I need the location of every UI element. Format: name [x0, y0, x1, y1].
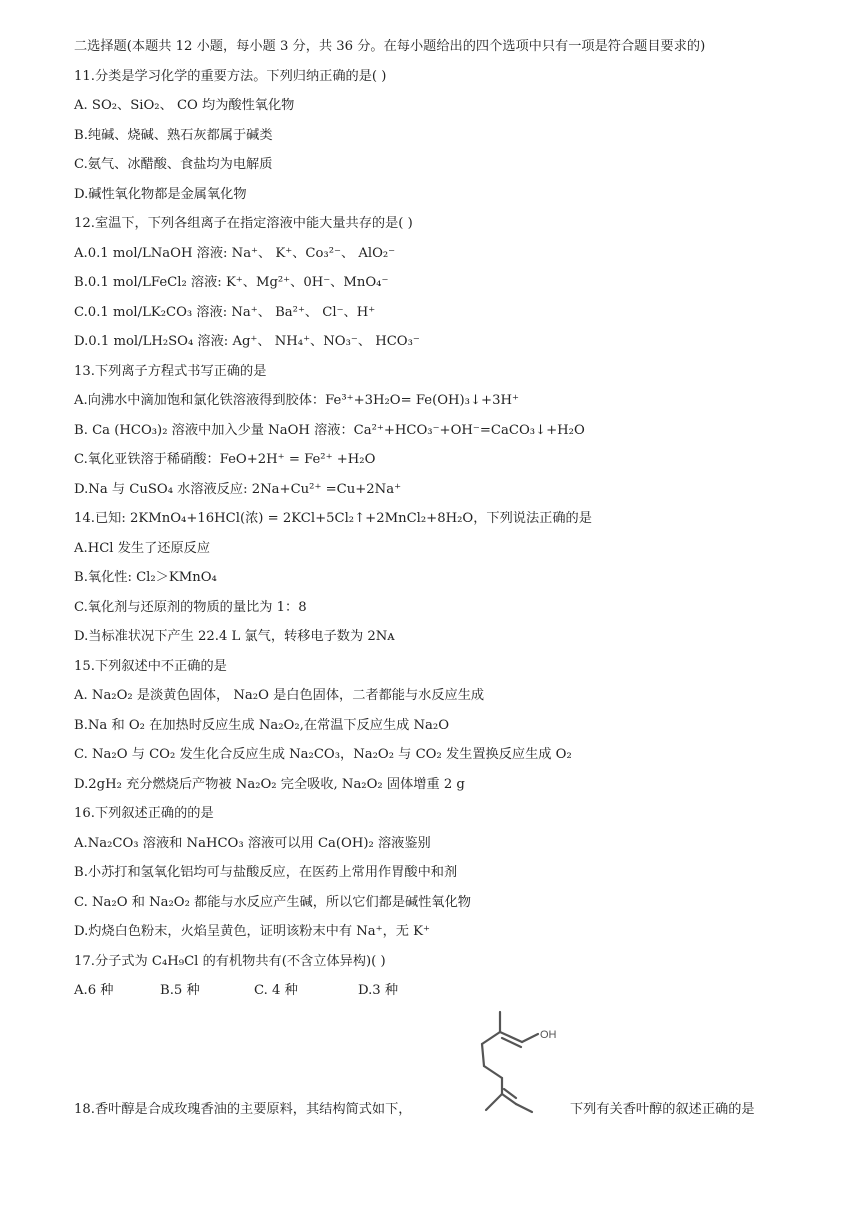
q15-stem: 15.下列叙述中不正确的是 [74, 659, 227, 674]
q14-option-b: B.氧化性: Cl₂＞KMnO₄ [74, 570, 217, 585]
q14-option-c: C.氧化剂与还原剂的物质的量比为 1：8 [74, 600, 307, 615]
q11-option-a: A. SO₂、SiO₂、 CO 均为酸性氧化物 [74, 98, 295, 113]
q12-option-d: D.0.1 mol/LH₂SO₄ 溶液: Ag⁺、 NH₄⁺、NO₃⁻、 HCO₃⁻ [74, 334, 420, 349]
q11-option-b: B.纯碱、烧碱、熟石灰都属于碱类 [74, 128, 273, 143]
q16-option-d: D.灼烧白色粉末，火焰呈黄色，证明该粉末中有 Na⁺，无 K⁺ [74, 924, 430, 939]
q12-option-c: C.0.1 mol/LK₂CO₃ 溶液: Na⁺、 Ba²⁺、 Cl⁻、H⁺ [74, 305, 376, 320]
q14-stem: 14.已知: 2KMnO₄+16HCl(浓) = 2KCl+5Cl₂↑+2MnCl₂+8H₂O，下列说法正确的是 [74, 511, 592, 526]
q13-option-a: A.向沸水中滴加饱和氯化铁溶液得到胶体：Fe³⁺+3H₂O= Fe(OH)₃↓+3H⁺ [74, 393, 519, 408]
structure-oh-label: OH [540, 1029, 557, 1041]
q15-option-b: B.Na 和 O₂ 在加热时反应生成 Na₂O₂,在常温下反应生成 Na₂O [74, 718, 450, 733]
q12-option-a: A.0.1 mol/LNaOH 溶液: Na⁺、 K⁺、Co₃²⁻、 AlO₂⁻ [74, 246, 396, 261]
q18-stem-end: 下列有关香叶醇的叙述正确的是 [570, 1102, 755, 1117]
q14-option-a: A.HCl 发生了还原反应 [74, 541, 211, 556]
q12-option-b: B.0.1 mol/LFeCl₂ 溶液: K⁺、Mg²⁺、0H⁻、MnO₄⁻ [74, 275, 389, 290]
geraniol-structure-image [470, 1008, 580, 1118]
q17-stem: 17.分子式为 C₄H₉Cl 的有机物共有(不含立体异构)( ) [74, 954, 386, 969]
q15-option-d: D.2gH₂ 充分燃烧后产物被 Na₂O₂ 完全吸收, Na₂O₂ 固体增重 2 g [74, 777, 465, 792]
q13-option-b: B. Ca (HCO₃)₂ 溶液中加入少量 NaOH 溶液：Ca²⁺+HCO₃⁻+OH⁻=CaCO₃↓+H₂O [74, 423, 585, 438]
q11-option-c: C.氨气、冰醋酸、食盐均为电解质 [74, 157, 273, 172]
q18-stem-start: 18.香叶醇是合成玫瑰香油的主要原料，其结构简式如下， [74, 1102, 412, 1117]
q11-stem: 11.分类是学习化学的重要方法。下列归纳正确的是( ) [74, 69, 387, 84]
section-header: 二选择题(本题共 12 小题，每小题 3 分，共 36 分。在每小题给出的四个选项中只有一项是符合题目要求的) [74, 39, 706, 54]
q16-option-c: C. Na₂O 和 Na₂O₂ 都能与水反应产生碱，所以它们都是碱性氧化物 [74, 895, 471, 910]
q15-option-a: A. Na₂O₂ 是淡黄色固体， Na₂O 是白色固体，二者都能与水反应生成 [74, 688, 485, 703]
q17-option-d: D.3 种 [358, 983, 399, 998]
q12-stem: 12.室温下，下列各组离子在指定溶液中能大量共存的是( ) [74, 216, 413, 231]
q13-option-c: C.氧化亚铁溶于稀硝酸：FeO+2H⁺ = Fe²⁺ +H₂O [74, 452, 376, 467]
q17-option-c: C. 4 种 [254, 983, 298, 998]
q17-option-a: A.6 种 [74, 983, 114, 998]
q13-option-d: D.Na 与 CuSO₄ 水溶液反应: 2Na+Cu²⁺ =Cu+2Na⁺ [74, 482, 402, 497]
q11-option-d: D.碱性氧化物都是金属氧化物 [74, 187, 247, 202]
q16-option-b: B.小苏打和氢氧化铝均可与盐酸反应，在医药上常用作胃酸中和剂 [74, 865, 458, 880]
q16-option-a: A.Na₂CO₃ 溶液和 NaHCO₃ 溶液可以用 Ca(OH)₂ 溶液鉴别 [74, 836, 431, 851]
q16-stem: 16.下列叙述正确的的是 [74, 806, 214, 821]
q17-option-b: B.5 种 [160, 983, 200, 998]
q15-option-c: C. Na₂O 与 CO₂ 发生化合反应生成 Na₂CO₃，Na₂O₂ 与 CO₂ 发生置换反应生成 O₂ [74, 747, 572, 762]
q14-option-d: D.当标准状况下产生 22.4 L 氯气，转移电子数为 2Nᴀ [74, 629, 395, 644]
q13-stem: 13.下列离子方程式书写正确的是 [74, 364, 267, 379]
